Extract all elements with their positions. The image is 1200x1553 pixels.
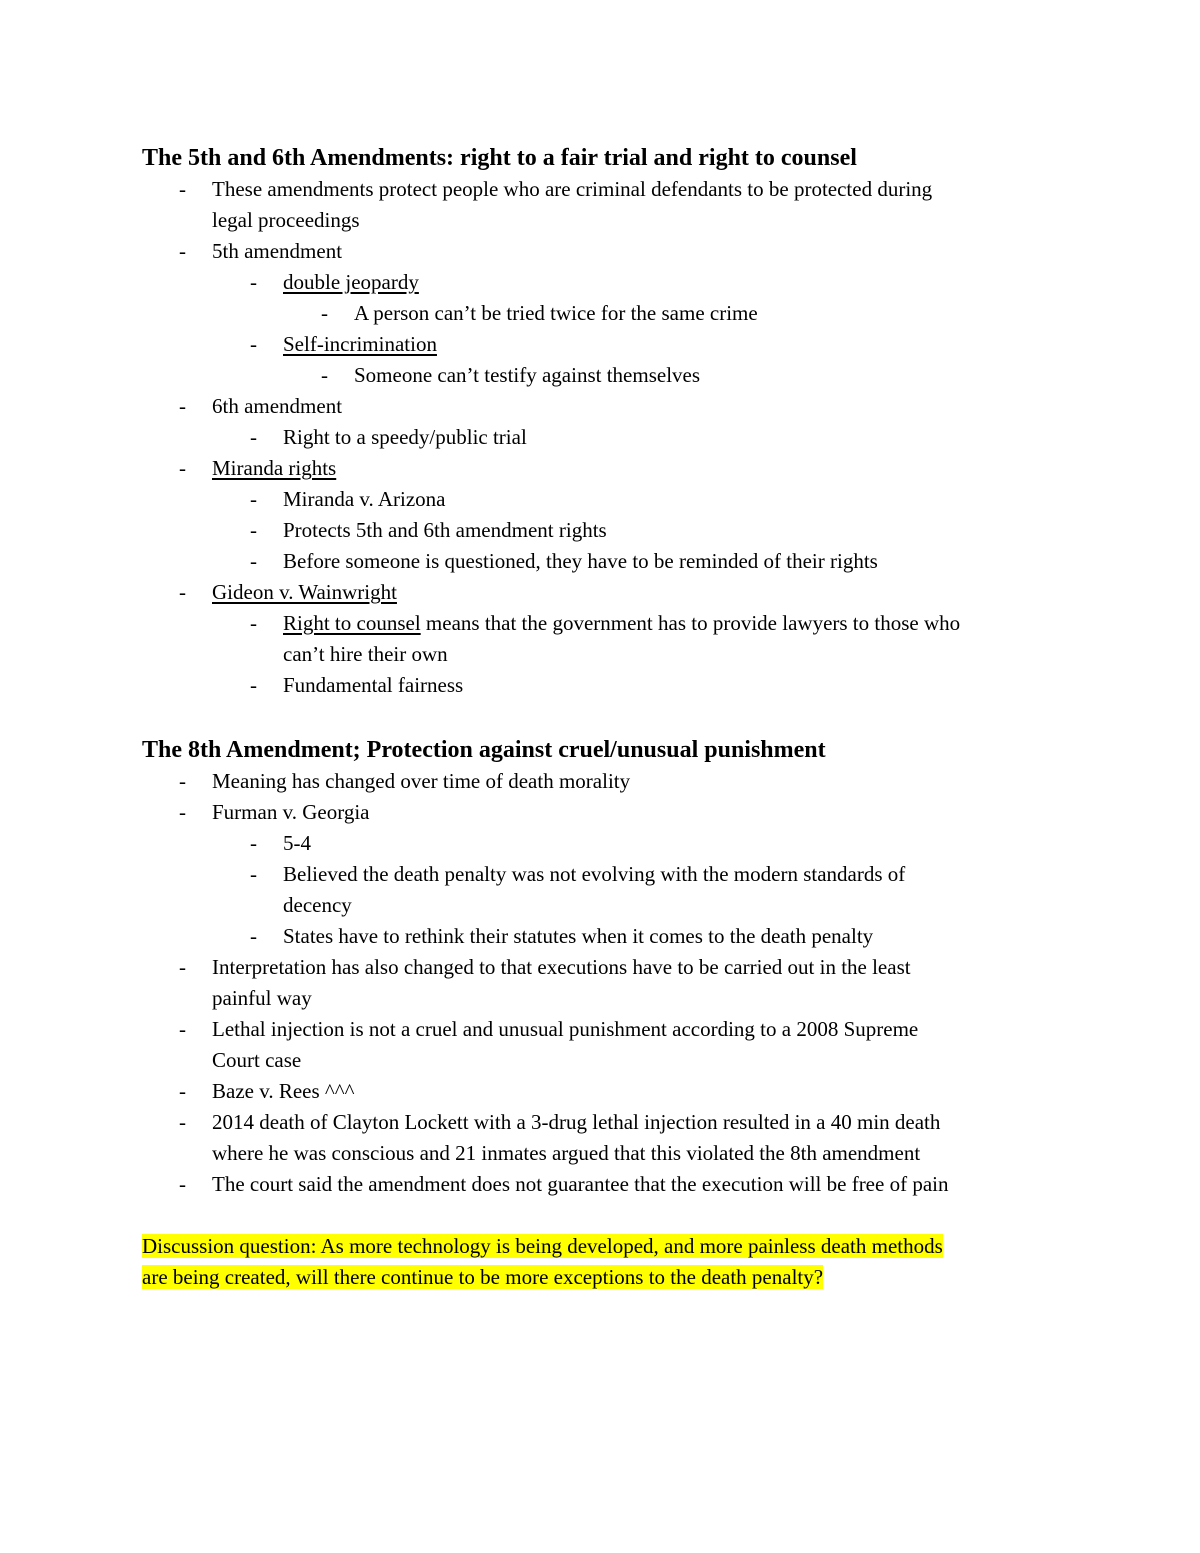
list-item: - Before someone is questioned, they have to be reminded of their rights: [283, 546, 1062, 577]
right-to-counsel-term: Right to counsel: [283, 611, 421, 635]
list-item: - Meaning has changed over time of death morality: [212, 766, 1062, 797]
furman-belief-1: Believed the death penalty was not evolving with the modern standards of: [283, 862, 906, 886]
interpretation-2: painful way: [212, 986, 312, 1010]
list-item: - Baze v. Rees ^^^: [212, 1076, 1062, 1107]
list-item: [212, 174, 1062, 236]
list-item: - Someone can’t testify against themselves: [354, 360, 1062, 391]
list-item: - Furman v. Georgia: [212, 797, 1062, 828]
intro-line-2: legal proceedings: [212, 208, 360, 232]
discussion-line-1: Discussion question: As more technology is being developed, and more painless death methods: [142, 1234, 943, 1258]
notes-content: [142, 143, 1062, 1293]
list-item: [212, 1014, 1062, 1076]
list-item: - 6th amendment: [212, 391, 1062, 422]
list-item: - A person can’t be tried twice for the same crime: [354, 298, 1062, 329]
miranda-rights-term: Miranda rights: [212, 456, 337, 480]
lockett-2: where he was conscious and 21 inmates argued that this violated the 8th amendment: [212, 1141, 921, 1165]
gideon-term: Gideon v. Wainwright: [212, 580, 397, 604]
list-item: [283, 859, 1062, 921]
section1-list: [142, 174, 1062, 701]
list-item: - States have to rethink their statutes when it comes to the death penalty: [283, 921, 1062, 952]
right-to-counsel-text-2: can’t hire their own: [283, 642, 448, 666]
list-item: - Right to a speedy/public trial: [283, 422, 1062, 453]
list-item: [283, 329, 1062, 360]
discussion-question: [142, 1231, 1062, 1293]
lethal-1: Lethal injection is not a cruel and unusual punishment according to a 2008 Supreme: [212, 1017, 919, 1041]
list-item: [283, 608, 1062, 670]
section2-list: [142, 766, 1062, 1200]
list-item: [212, 952, 1062, 1014]
intro-line-1: These amendments protect people who are criminal defendants to be protected during: [212, 177, 933, 201]
list-item: [283, 267, 1062, 298]
lockett-1: 2014 death of Clayton Lockett with a 3-drug lethal injection resulted in a 40 min death: [212, 1110, 941, 1134]
list-item: [212, 577, 1062, 608]
interpretation-1: Interpretation has also changed to that executions have to be carried out in the least: [212, 955, 911, 979]
self-incrimination-term: Self-incrimination: [283, 332, 437, 356]
list-item: [212, 1107, 1062, 1169]
section-heading-8th: The 8th Amendment; Protection against cruel/unusual punishment: [142, 737, 826, 763]
discussion-line-2: are being created, will there continue to be more exceptions to the death penalty?: [142, 1265, 824, 1289]
list-item: - Fundamental fairness: [283, 670, 1062, 701]
list-item: - Protects 5th and 6th amendment rights: [283, 515, 1062, 546]
double-jeopardy-term: double jeopardy: [283, 270, 419, 294]
list-item: - Miranda v. Arizona: [283, 484, 1062, 515]
list-item: [212, 453, 1062, 484]
right-to-counsel-text: means that the government has to provide lawyers to those who: [420, 611, 961, 635]
section-heading-5th-6th: The 5th and 6th Amendments: right to a fair trial and right to counsel: [142, 145, 857, 171]
furman-belief-2: decency: [283, 893, 352, 917]
lethal-2: Court case: [212, 1048, 302, 1072]
list-item: - 5th amendment: [212, 236, 1062, 267]
list-item: - The court said the amendment does not guarantee that the execution will be free of pain: [212, 1169, 1062, 1200]
list-item: - 5-4: [283, 828, 1062, 859]
